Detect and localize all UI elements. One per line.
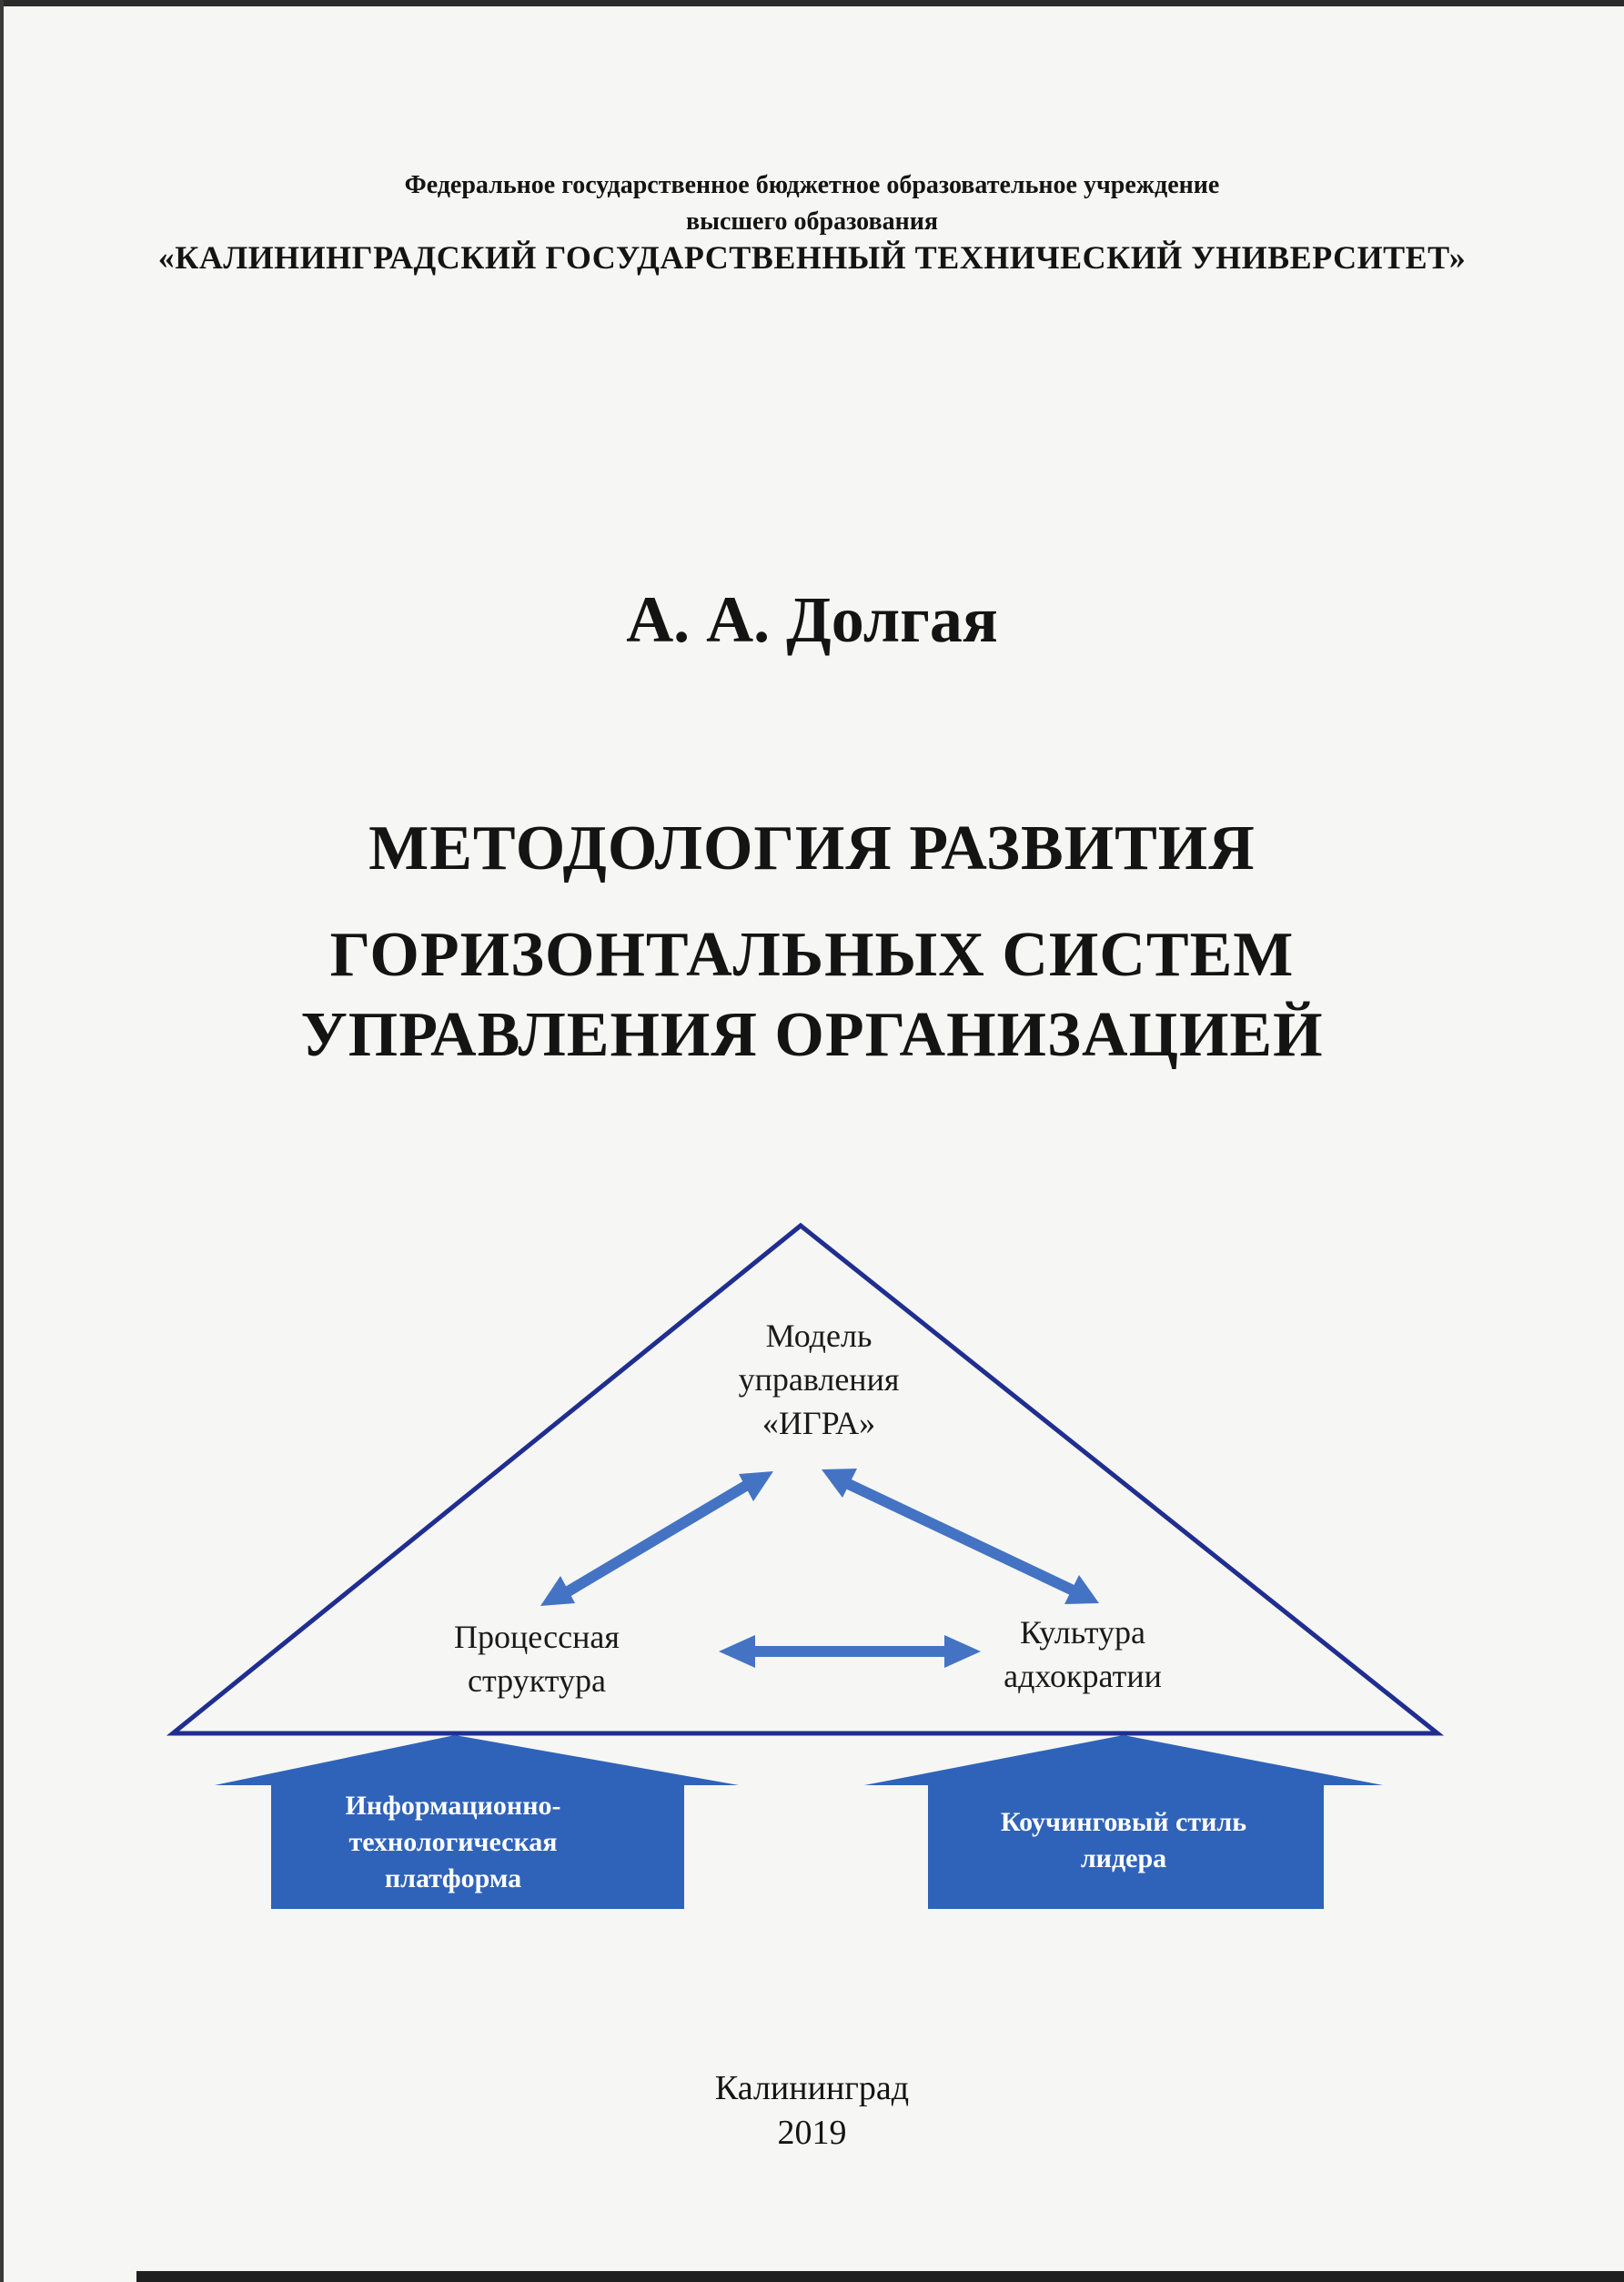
pyramid-triangle: [173, 1226, 1437, 1733]
institution-line-2: высшего образования: [686, 207, 938, 236]
adhocracy-culture-label: [946, 1611, 1219, 1698]
process-structure-line-2: структура: [468, 1662, 606, 1699]
info-platform-label: [271, 1788, 635, 1897]
info-platform-line-2: технологическая: [348, 1827, 558, 1857]
arrow-top-left: [540, 1471, 773, 1606]
game-model-line-1: Модель: [765, 1318, 873, 1354]
game-model-line-2: управления: [738, 1361, 900, 1398]
arrow-top-right: [822, 1469, 1099, 1604]
author-name: А. А. Долгая: [626, 583, 998, 656]
publication-city: Калининград: [714, 2069, 910, 2107]
coaching-style-line-1: Коучинговый стиль: [1000, 1807, 1247, 1837]
arrow-horizontal: [719, 1635, 981, 1668]
title-line-2: ГОРИЗОНТАЛЬНЫХ СИСТЕМ: [329, 920, 1295, 990]
title-line-1: МЕТОДОЛОГИЯ РАЗВИТИЯ: [368, 813, 1256, 884]
game-model-label: [664, 1314, 973, 1445]
coaching-style-line-2: лидера: [1080, 1843, 1167, 1873]
publication-year: 2019: [777, 2114, 847, 2152]
process-structure-label: [391, 1615, 682, 1702]
adhocracy-culture-line-2: адхократии: [1004, 1658, 1162, 1694]
coaching-style-label: [928, 1804, 1319, 1877]
title-line-3: УПРАВЛЕНИЯ ОРГАНИЗАЦИЕЙ: [300, 1000, 1324, 1070]
adhocracy-culture-line-1: Культура: [1020, 1614, 1145, 1651]
process-structure-line-1: Процессная: [454, 1619, 620, 1655]
info-platform-line-3: платформа: [384, 1863, 522, 1893]
university-name: «КАЛИНИНГРАДСКИЙ ГОСУДАРСТВЕННЫЙ ТЕХНИЧЕСКИЙ УНИВЕРСИТЕТ»: [157, 239, 1467, 276]
info-platform-line-1: Информационно-: [345, 1791, 561, 1821]
institution-line-1: Федеральное государственное бюджетное образовательное учреждение: [404, 171, 1220, 199]
game-model-line-3: «ИГРА»: [762, 1405, 876, 1441]
